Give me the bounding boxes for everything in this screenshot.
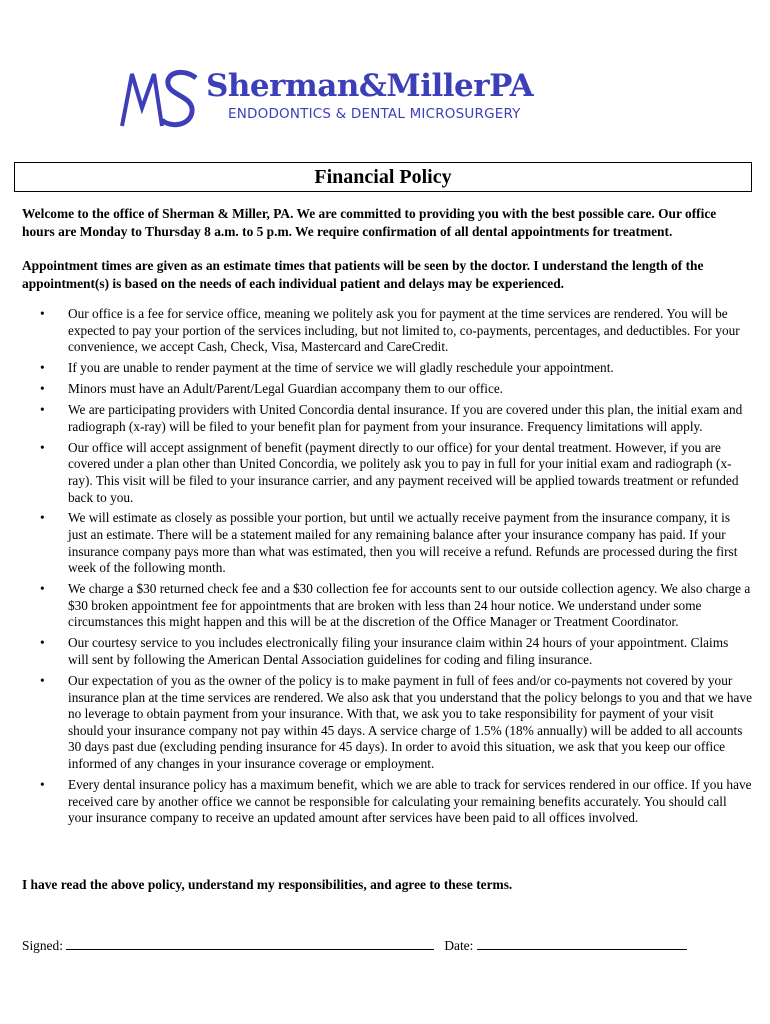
policy-item (22, 510, 752, 576)
date-label: Date: (444, 938, 474, 953)
signed-label: Signed: (22, 938, 63, 953)
policy-text: Our office is a fee for service office, meaning we politely ask you for payment at the time services are rendered. You will be expected to pay your portion of the services including, but not limited to, co-payments, percentages, and deductibles. For your convenience, we accept Cash, Check, Visa, Mastercard and CareCredit. (68, 306, 740, 355)
intro-paragraph: Welcome to the office of Sherman & Miller, PA. We are committed to providing you with the best possible care. Our office hours are Monday to Thursday 8 a.m. to 5 p.m. We require confirmation of all dental appointments for treatment. (22, 206, 717, 239)
bullet-icon: • (40, 510, 45, 526)
policy-text: We are participating providers with United Concordia dental insurance. If you are covered under this plan, the initial exam and radiograph (x-ray) will be filed to your benefit plan for payment from your insurance. Frequency limitations will apply. (68, 402, 743, 434)
policy-item (22, 360, 752, 377)
policy-list (22, 306, 752, 831)
agreement-statement: I have read the above policy, understand my responsibilities, and agree to these terms. (22, 877, 513, 892)
signature-row (22, 937, 750, 954)
policy-text: We will estimate as closely as possible your portion, but until we actually receive payment from the insurance company, it is just an estimate. There will be a statement mailed for any remaining balance after your insurance company has paid. If your insurance company pays more than what was estimated, then you will receive a refund. Refunds are processed during the first week of the following month. (68, 510, 738, 576)
logo-specialty: ENDODONTICS & DENTAL MICROSURGERY (228, 106, 521, 122)
bullet-icon: • (40, 581, 45, 597)
bullet-icon: • (40, 776, 45, 792)
policy-item (22, 402, 752, 435)
policy-text: Minors must have an Adult/Parent/Legal Guardian accompany them to our office. (68, 381, 504, 397)
policy-item (22, 777, 752, 827)
policy-item (22, 381, 752, 398)
logo-practice-name: Sherman&MillerPA (206, 68, 534, 104)
policy-text: Every dental insurance policy has a maximum benefit, which we are able to track for services rendered in our office. If you have received care by another office we cannot be responsible for calculating your remaining benefits accurately. You should call your insurance company to receive an updated amount after services have been paid to all offices involved. (68, 776, 752, 826)
bullet-icon: • (40, 306, 45, 321)
practice-logo (118, 68, 588, 130)
policy-item (22, 581, 752, 631)
policy-text: Our courtesy service to you includes electronically filing your insurance claim within 24 hours of your appointment. Claims will sent by following the American Dental Association guidelines for coding and filing insurance. (68, 635, 729, 668)
title-box (14, 162, 752, 192)
policy-text: Our expectation of you as the owner of the policy is to make payment in full of fees and/or co-payments not covered by your insurance plan at the time services are rendered. We also ask that you understand that the policy belongs to you and that we have no leverage to obtain payment from your insurance. With that, we ask you to take responsibility for payment of your visit should your insurance company not pay within 45 days. A service charge of 1.5% (18% annually) will be added to all accounts 30 days past due (excluding pending insurance for 45 days). In order to avoid this situation, we ask that you keep our office informed of any changes in your insurance coverage or employment. (68, 673, 752, 771)
signature-field[interactable] (66, 937, 434, 950)
policy-item (22, 440, 752, 506)
policy-text: If you are unable to render payment at the time of service we will gladly reschedule your appointment. (68, 360, 614, 376)
date-field[interactable] (477, 937, 687, 950)
appointment-paragraph: Appointment times are given as an estimate times that patients will be seen by the doctor. I understand the length of the appointment(s) is based on the needs of each individual patient and delays may be experienced. (22, 258, 704, 291)
bullet-icon: • (40, 381, 45, 397)
bullet-icon: • (40, 439, 45, 455)
policy-item (22, 635, 752, 668)
document-title: Financial Policy (314, 166, 452, 188)
sm-monogram-icon (118, 68, 198, 128)
policy-text: Our office will accept assignment of benefit (payment directly to our office) for your dental treatment. However, if you are covered under a plan other than United Concordia, we politely ask you to pay in full for your initial exam and radiograph (x-ray). This visit will be filed to your insurance carrier, and any payment received will be applied towards treatment or refunded back to you. (68, 439, 739, 505)
policy-text: We charge a $30 returned check fee and a $30 collection fee for accounts sent to our outside collection agency. We also charge a $30 broken appointment fee for appointments that are broken with less than 24 hour notice. We understand under some circumstances this might happen and this will be at the discretion of the Office Manager or Treatment Coordinator. (68, 581, 751, 630)
bullet-icon: • (40, 673, 45, 688)
bullet-icon: • (40, 360, 45, 376)
bullet-icon: • (40, 635, 45, 651)
bullet-icon: • (40, 402, 45, 418)
policy-item (22, 306, 752, 356)
policy-item (22, 673, 752, 773)
